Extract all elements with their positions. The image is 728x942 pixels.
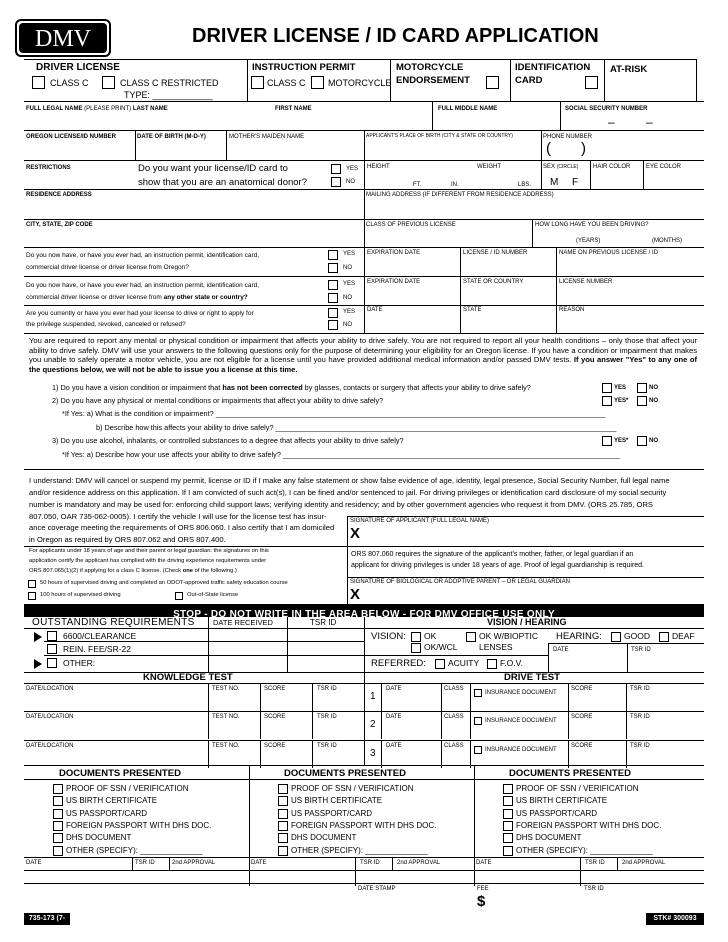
- drive-class-label: CLASS: [444, 714, 464, 720]
- knowledge-score-label: SCORE: [264, 686, 286, 692]
- medical-q3-yes-label: YES*: [614, 438, 629, 444]
- class-c-restricted-checkbox[interactable]: [102, 76, 115, 89]
- req2-checkbox[interactable]: [47, 644, 57, 654]
- req1-label: 6600/CLEARANCE: [63, 631, 137, 641]
- document-label: US BIRTH CERTIFICATE: [66, 796, 158, 806]
- hearing-date-label: DATE: [553, 647, 569, 653]
- phone-paren-close: ): [581, 140, 586, 157]
- vision-bioptic-checkbox[interactable]: [466, 632, 476, 642]
- state-or-country-label: STATE OR COUNTRY: [463, 279, 524, 285]
- medical-q3a: *If Yes: a) Describe how your use affects your ability to drive safely? ___________________________________________________________________________________: [62, 450, 620, 459]
- ors-text-1: ORS 807.060 requires the signature of the applicant's mother, father, or legal guardian if an: [351, 551, 634, 558]
- years-label: (YEARS): [576, 238, 601, 244]
- knowledge-date-location-label: DATE/LOCATION: [26, 743, 74, 749]
- insurance-document-checkbox[interactable]: [474, 746, 482, 754]
- document-label: FOREIGN PASSPORT WITH DHS DOC.: [291, 820, 437, 830]
- drive-test-number: 3: [370, 748, 376, 759]
- motorcycle-heading: MOTORCYCLE: [396, 62, 464, 73]
- documents-date-label: DATE: [476, 860, 492, 866]
- document-checkbox[interactable]: [503, 833, 513, 843]
- documents-tsr-id-label: TSR ID: [585, 860, 605, 866]
- certify-line-4: 807.050, OAR 735-062-0005). I certify the vehicle I will use for the license test has insur-: [29, 512, 327, 521]
- document-label: US BIRTH CERTIFICATE: [516, 796, 608, 806]
- maiden-name-label: MOTHER'S MAIDEN NAME: [229, 134, 305, 140]
- document-label: US BIRTH CERTIFICATE: [291, 796, 383, 806]
- document-label: DHS DOCUMENT: [66, 833, 132, 843]
- drive-class-label: CLASS: [444, 743, 464, 749]
- medical-q2-no-label: NO: [649, 398, 658, 404]
- knowledge-tsr-id-label: TSR ID: [317, 743, 337, 749]
- fee-dollar-sign: $: [477, 893, 486, 910]
- document-label: OTHER (SPECIFY): ______________: [66, 845, 203, 855]
- donor-question-2: show that you are an anatomical donor?: [138, 177, 307, 188]
- document-checkbox[interactable]: [278, 833, 288, 843]
- outstanding-requirements-heading: OUTSTANDING REQUIREMENTS: [32, 617, 195, 628]
- certify-line-3: number is mandatory and may be used for: enforcing child support laws; verifying identity and residency; and by other government agencies who request it from DMV. (ORS 25.785, ORS: [29, 500, 653, 509]
- vision-hearing-heading: VISION / HEARING: [487, 617, 567, 627]
- stop-bar-text: STOP - DO NOT WRITE IN THE AREA BELOW - FOR DMV OFFICE USE ONLY: [173, 609, 555, 620]
- req3-checkbox[interactable]: [47, 658, 57, 668]
- previous-class-label: CLASS OF PREVIOUS LICENSE: [366, 222, 456, 228]
- months-label: (MONTHS): [652, 238, 682, 244]
- vision-ok-label: OK: [424, 631, 437, 641]
- height-label: HEIGHT: [367, 164, 390, 170]
- certify-line-5: ance coverage meeting the requirements of ORS 806.060. I also certify that I am domiciled: [29, 523, 335, 532]
- knowledge-tsr-id-label: TSR ID: [317, 714, 337, 720]
- identification-heading: IDENTIFICATION: [515, 62, 591, 73]
- referred-acuity-checkbox[interactable]: [435, 659, 445, 669]
- applicant-signature-x[interactable]: X: [350, 525, 361, 542]
- drive-test-number: 2: [370, 719, 376, 730]
- vision-ok-checkbox[interactable]: [411, 632, 421, 642]
- medical-q3-no-checkbox[interactable]: [637, 436, 647, 446]
- document-checkbox[interactable]: [503, 846, 513, 856]
- expiration-date-label-2: EXPIRATION DATE: [367, 279, 421, 285]
- minor-option-2-checkbox[interactable]: [28, 592, 36, 600]
- drive-score-label: SCORE: [571, 743, 593, 749]
- insurance-document-label: INSURANCE DOCUMENT: [485, 747, 557, 753]
- ssn-label: SOCIAL SECURITY NUMBER: [565, 106, 648, 112]
- residence-address-label: RESIDENCE ADDRESS: [26, 192, 92, 198]
- stop-bar: [24, 604, 704, 620]
- hearing-good-label: GOOD: [624, 631, 650, 641]
- documents-date-label: DATE: [251, 860, 267, 866]
- insurance-document-checkbox[interactable]: [474, 717, 482, 725]
- document-label: DHS DOCUMENT: [291, 833, 357, 843]
- document-checkbox[interactable]: [53, 821, 63, 831]
- certify-line-2: and/or residence address on this application. If I am convicted of such act(s), I can be fined and/or sentenced to jail. For driving privileges or identification card disclosure of my social security: [29, 488, 667, 497]
- license-number-label: LICENSE NUMBER: [559, 279, 613, 285]
- minor-text-1: For applicants under 18 years of age and their parent or legal guardian: the signatures on this: [29, 548, 269, 554]
- medical-intro-paragraph: You are required to report any mental or physical condition or impairment that affects your ability to drive safely. You are not required to report all your health conditions – only those that affect your ability to drive safely. DMV will use your answers to the following questions only for the purpose of determining your eligibility for an Oregon license. If you have a condition or impairment that makes you unable to safely operate a motor vehicle, you are not eligible for a license until you have provided additional medical information and/or passed DMV tests. If you answer "Yes" to any one of the questions below, we will not be able to issue you a license at this time.: [29, 336, 698, 374]
- medical-q2-yes-label: YES*: [614, 398, 629, 404]
- driver-license-heading: DRIVER LICENSE: [36, 62, 120, 73]
- history-q1-yes-label: YES: [343, 251, 356, 257]
- applicant-signature-label: SIGNATURE OF APPLICANT (FULL LEGAL NAME): [350, 518, 490, 524]
- documents-tsr-id-label: TSR ID: [360, 860, 380, 866]
- vision-label: VISION:: [371, 631, 406, 642]
- history-q3-no-label: NO: [343, 322, 352, 328]
- phone-paren-open: (: [546, 140, 551, 157]
- medical-q3: 3) Do you use alcohol, inhalants, or controlled substances to a degree that affects your ability to drive safely?: [52, 436, 404, 445]
- knowledge-date-location-label: DATE/LOCATION: [26, 714, 74, 720]
- documents-approval-label: 2nd APPROVAL: [397, 860, 441, 866]
- card-heading: CARD: [515, 75, 543, 86]
- document-checkbox[interactable]: [503, 821, 513, 831]
- drive-class-label: CLASS: [444, 686, 464, 692]
- expiration-date-label: EXPIRATION DATE: [367, 250, 421, 256]
- document-checkbox[interactable]: [278, 784, 288, 794]
- document-label: FOREIGN PASSPORT WITH DHS DOC.: [516, 820, 662, 830]
- documents-date-label: DATE: [26, 860, 42, 866]
- weight-label: WEIGHT: [477, 164, 501, 170]
- class-c-restricted-label: CLASS C RESTRICTED: [120, 78, 219, 88]
- knowledge-test-no-label: TEST NO.: [212, 743, 240, 749]
- history-q2-yes-label: YES: [343, 281, 356, 287]
- medical-q2-yes-checkbox[interactable]: [602, 396, 612, 406]
- medical-q1-no-label: NO: [649, 385, 658, 391]
- insurance-document-checkbox[interactable]: [474, 689, 482, 697]
- req3-arrow-icon: [34, 659, 42, 669]
- donor-question-1: Do you want your license/ID card to: [138, 163, 288, 174]
- minor-option-3-label: Out-of-State license: [187, 592, 239, 598]
- date-stamp-label: DATE STAMP: [358, 886, 396, 892]
- minor-option-2-label: 100 hours of supervised driving: [40, 592, 121, 598]
- ssn-dash-1: –: [608, 115, 615, 129]
- permit-class-c-checkbox[interactable]: [251, 76, 264, 89]
- endorsement-checkbox[interactable]: [486, 76, 499, 89]
- drive-test-heading: DRIVE TEST: [504, 672, 560, 683]
- endorsement-heading: ENDORSEMENT: [396, 75, 470, 86]
- req1-checkbox[interactable]: [47, 631, 57, 641]
- document-checkbox[interactable]: [278, 846, 288, 856]
- medical-q2a: *If Yes: a) What is the condition or impairment? ________________________________________________________________________________________________: [62, 409, 606, 418]
- vision-wcl-checkbox[interactable]: [411, 643, 421, 653]
- drive-date-label: DATE: [386, 743, 402, 749]
- hearing-deaf-label: DEAF: [672, 631, 695, 641]
- document-checkbox[interactable]: [278, 809, 288, 819]
- medical-q1: 1) Do you have a vision condition or impairment that has not been corrected by glasses, contacts or surgery that affects your ability to drive safely?: [52, 383, 531, 392]
- ors-text-2: applicant for driving privileges is under 18 years of age. Proof of legal guardianship is required.: [351, 562, 645, 569]
- req1-arrow-icon: [34, 632, 42, 642]
- id-card-checkbox[interactable]: [585, 76, 598, 89]
- drive-date-label: DATE: [386, 714, 402, 720]
- parent-signature-x[interactable]: X: [350, 586, 361, 603]
- type-label: TYPE: ____________: [124, 90, 213, 100]
- parent-signature-label: SIGNATURE OF BIOLOGICAL OR ADOPTIVE PARENT – OR LEGAL GUARDIAN: [350, 579, 570, 585]
- document-checkbox[interactable]: [503, 796, 513, 806]
- outstanding-tsr-id-heading: TSR ID: [310, 618, 337, 627]
- hearing-good-checkbox[interactable]: [611, 632, 621, 642]
- history-q3-no-checkbox[interactable]: [328, 320, 338, 330]
- city-state-zip-label: CITY, STATE, ZIP CODE: [26, 222, 93, 228]
- document-label: PROOF OF SSN / VERIFICATION: [66, 784, 189, 793]
- referred-acuity-label: ACUITY: [448, 658, 480, 668]
- history-q1-line1: Do you now have, or have you ever had, an instruction permit, identification card,: [26, 252, 260, 259]
- document-label: OTHER (SPECIFY): ______________: [516, 845, 653, 855]
- documents-approval-label: 2nd APPROVAL: [172, 860, 216, 866]
- req3-label: OTHER:: [63, 658, 96, 668]
- donor-yes-label: YES: [346, 166, 359, 172]
- drive-test-number: 1: [370, 691, 376, 702]
- form-number-badge: [24, 913, 70, 934]
- donor-yes-checkbox[interactable]: [331, 164, 341, 174]
- form-title: DRIVER LICENSE / ID CARD APPLICATION: [192, 25, 599, 47]
- medical-q1-yes-checkbox[interactable]: [602, 383, 612, 393]
- medical-q2b: b) Describe how this affects your ability to drive safely? ____________________________________________________________________________________: [96, 423, 617, 432]
- suspension-date-label: DATE: [367, 307, 383, 313]
- oregon-license-label: OREGON LICENSE/ID NUMBER: [26, 134, 117, 140]
- phone-label: PHONE NUMBER: [543, 134, 593, 140]
- restrictions-label: RESTRICTIONS: [26, 165, 71, 171]
- document-checkbox[interactable]: [53, 846, 63, 856]
- fee-tsr-id-label: TSR ID: [584, 886, 604, 892]
- medical-q3-no-label: NO: [649, 438, 658, 444]
- documents-heading: DOCUMENTS PRESENTED: [509, 768, 631, 779]
- how-long-driving-label: HOW LONG HAVE YOU BEEN DRIVING?: [535, 222, 649, 228]
- knowledge-test-no-label: TEST NO.: [212, 714, 240, 720]
- vision-bioptic-label: OK W/BIOPTIC: [479, 631, 539, 641]
- suspension-state-label: STATE: [463, 307, 482, 313]
- document-checkbox[interactable]: [53, 796, 63, 806]
- drive-tsr-id-label: TSR ID: [630, 686, 650, 692]
- minor-option-3-checkbox[interactable]: [175, 592, 183, 600]
- eye-color-label: EYE COLOR: [646, 164, 682, 170]
- hair-color-label: HAIR COLOR: [593, 164, 631, 170]
- ft-label: FT.: [413, 182, 422, 188]
- referred-fov-label: F.O.V.: [500, 658, 523, 668]
- logo-text: DMV: [34, 26, 91, 52]
- req2-label: REIN. FEE/SR-22: [63, 644, 132, 654]
- history-q2-no-checkbox[interactable]: [328, 293, 338, 303]
- document-checkbox[interactable]: [53, 784, 63, 794]
- document-label: OTHER (SPECIFY): ______________: [291, 845, 428, 855]
- vision-wcl-label: OK/WCL: [424, 642, 458, 652]
- medical-q1-yes-label: YES: [614, 385, 627, 391]
- ssn-dash-2: –: [646, 115, 653, 129]
- history-q1-line2: commercial driver license or driver license from Oregon?: [26, 264, 189, 271]
- donor-no-checkbox[interactable]: [331, 177, 341, 187]
- birthplace-label: APPLICANT'S PLACE OF BIRTH (CITY & STATE OR COUNTRY): [366, 133, 513, 139]
- history-q3-yes-checkbox[interactable]: [328, 308, 338, 318]
- referred-fov-checkbox[interactable]: [487, 659, 497, 669]
- document-label: FOREIGN PASSPORT WITH DHS DOC.: [66, 820, 212, 830]
- drive-score-label: SCORE: [571, 686, 593, 692]
- class-c-checkbox[interactable]: [32, 76, 45, 89]
- insurance-document-label: INSURANCE DOCUMENT: [485, 718, 557, 724]
- hearing-label: HEARING:: [556, 631, 602, 642]
- lbs-label: LBS.: [518, 182, 532, 188]
- history-q2-line2: commercial driver license or driver license from any other state or country?: [26, 294, 248, 301]
- hearing-tsr-id-label: TSR ID: [631, 647, 651, 653]
- minor-option-1-checkbox[interactable]: [28, 580, 36, 588]
- permit-motorcycle-label: MOTORCYCLE: [328, 78, 392, 88]
- full-legal-name-label: FULL LEGAL NAME (PLEASE PRINT) LAST NAME: [26, 106, 168, 112]
- certify-line-6: in Oregon as required by ORS 807.062 and ORS 807.400.: [29, 535, 226, 544]
- vision-lenses-label: LENSES: [479, 642, 513, 652]
- document-label: PROOF OF SSN / VERIFICATION: [516, 784, 639, 793]
- hearing-deaf-checkbox[interactable]: [659, 632, 669, 642]
- drive-date-label: DATE: [386, 686, 402, 692]
- sex-label: SEX (CIRCLE): [543, 164, 579, 170]
- document-label: DHS DOCUMENT: [516, 833, 582, 843]
- documents-approval-label: 2nd APPROVAL: [622, 860, 666, 866]
- document-label: PROOF OF SSN / VERIFICATION: [291, 784, 414, 793]
- fee-label: FEE: [477, 886, 489, 892]
- name-on-previous-label: NAME ON PREVIOUS LICENSE / ID: [559, 250, 659, 256]
- documents-heading: DOCUMENTS PRESENTED: [284, 768, 406, 779]
- dob-label: DATE OF BIRTH (M-D-Y): [137, 134, 206, 140]
- minor-text-3: ORS 807.065(1)(2) if applying for a class C license. (Check one of the following.): [29, 568, 237, 574]
- history-q2-no-label: NO: [343, 295, 352, 301]
- stock-number-badge: [646, 913, 704, 925]
- donor-no-label: NO: [346, 179, 355, 185]
- license-id-number-label: LICENSE / ID NUMBER: [463, 250, 528, 256]
- suspension-reason-label: REASON: [559, 307, 585, 313]
- date-received-heading: DATE RECEIVED: [213, 618, 273, 627]
- knowledge-test-no-label: TEST NO.: [212, 686, 240, 692]
- document-checkbox[interactable]: [278, 796, 288, 806]
- permit-motorcycle-checkbox[interactable]: [311, 76, 324, 89]
- knowledge-score-label: SCORE: [264, 743, 286, 749]
- knowledge-tsr-id-label: TSR ID: [317, 686, 337, 692]
- insurance-document-label: INSURANCE DOCUMENT: [485, 690, 557, 696]
- history-q1-yes-checkbox[interactable]: [328, 250, 338, 260]
- minor-text-2: application certify the applicant has complied with the driving experience requirements under: [29, 558, 267, 564]
- medical-q2: 2) Do you have any physical or mental conditions or impairments that affect your ability to drive safely?: [52, 396, 384, 405]
- at-risk-heading: AT-RISK: [610, 64, 648, 75]
- history-q2-line1: Do you now have, or have you ever had, an instruction permit, identification card,: [26, 282, 260, 289]
- drive-tsr-id-label: TSR ID: [630, 743, 650, 749]
- drive-score-label: SCORE: [571, 714, 593, 720]
- stock-number-text: STK# 300093: [653, 915, 697, 922]
- document-label: US PASSPORT/CARD: [291, 808, 373, 818]
- referred-label: REFERRED:: [371, 658, 426, 669]
- drive-tsr-id-label: TSR ID: [630, 714, 650, 720]
- document-checkbox[interactable]: [503, 784, 513, 794]
- documents-heading: DOCUMENTS PRESENTED: [59, 768, 181, 779]
- history-q2-yes-checkbox[interactable]: [328, 280, 338, 290]
- medical-q3-yes-checkbox[interactable]: [602, 436, 612, 446]
- instruction-permit-heading: INSTRUCTION PERMIT: [252, 62, 356, 73]
- history-q1-no-label: NO: [343, 265, 352, 271]
- permit-class-c-label: CLASS C: [267, 78, 306, 88]
- knowledge-date-location-label: DATE/LOCATION: [26, 686, 74, 692]
- document-label: US PASSPORT/CARD: [66, 808, 148, 818]
- in-label: IN.: [451, 182, 459, 188]
- dmv-logo: [15, 19, 111, 57]
- history-q1-no-checkbox[interactable]: [328, 263, 338, 273]
- minor-option-1-label: 50 hours of supervised driving and completed an ODOT-approved traffic safety education course: [40, 580, 288, 586]
- document-checkbox[interactable]: [53, 809, 63, 819]
- sex-f-option[interactable]: F: [572, 177, 579, 188]
- documents-tsr-id-label: TSR ID: [135, 860, 155, 866]
- document-checkbox[interactable]: [53, 833, 63, 843]
- medical-q1-no-checkbox[interactable]: [637, 383, 647, 393]
- form-number-text: 735-173 (7-08): [28, 915, 66, 934]
- history-q3-line2: the privilege suspended, revoked, canceled or refused?: [26, 321, 186, 328]
- document-label: US PASSPORT/CARD: [516, 808, 598, 818]
- sex-m-option[interactable]: M: [550, 177, 559, 188]
- class-c-label: CLASS C: [50, 78, 89, 88]
- history-q3-line1: Are you currently or have you ever had your license to drive or right to apply for: [26, 310, 254, 317]
- knowledge-score-label: SCORE: [264, 714, 286, 720]
- history-q3-yes-label: YES: [343, 309, 356, 315]
- mailing-address-label: MAILING ADDRESS (IF DIFFERENT FROM RESIDENCE ADDRESS): [366, 192, 554, 198]
- middle-name-label: FULL MIDDLE NAME: [438, 106, 498, 112]
- first-name-label: FIRST NAME: [275, 106, 312, 112]
- document-checkbox[interactable]: [278, 821, 288, 831]
- certify-line-1: I understand: DMV will cancel or suspend my permit, license or ID if I make any false statement or show false evidence of age, identity, legal presence, Social Security Number, full legal name: [29, 476, 670, 485]
- document-checkbox[interactable]: [503, 809, 513, 819]
- medical-q2-no-checkbox[interactable]: [637, 396, 647, 406]
- knowledge-test-heading: KNOWLEDGE TEST: [143, 672, 233, 683]
